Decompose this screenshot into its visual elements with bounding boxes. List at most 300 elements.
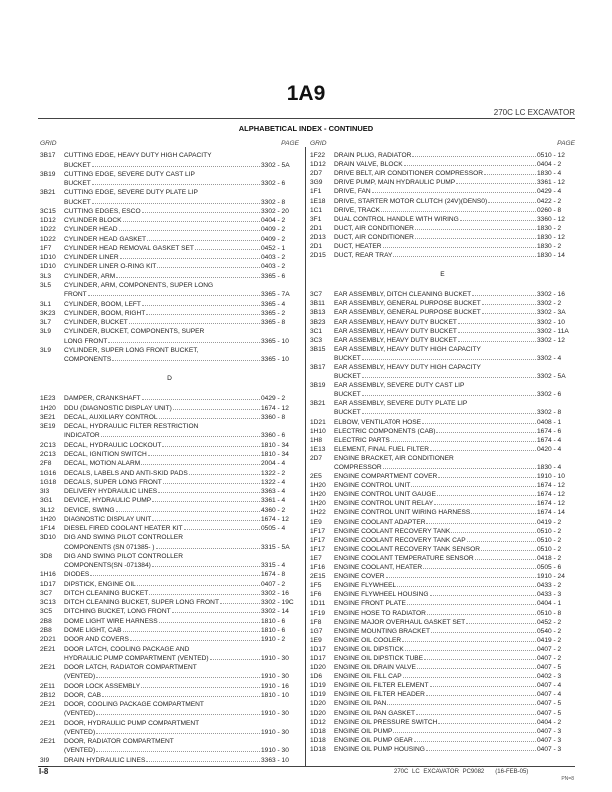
- index-entry: [310, 617, 575, 626]
- index-entry: [310, 426, 575, 435]
- index-entry: [310, 289, 575, 298]
- dot-leader: [431, 632, 536, 633]
- page-ref: 0433 - 3: [537, 591, 562, 599]
- grid-ref: 2D1: [310, 243, 323, 251]
- index-entry: [310, 398, 575, 416]
- dot-leader: [415, 229, 536, 230]
- entry-description: CUTTING EDGE, HEAVY DUTY HIGH CAPACITY: [64, 152, 212, 160]
- entry-description: DOOR, RADIATOR COMPARTMENT: [64, 738, 174, 746]
- dot-leader: [416, 714, 536, 715]
- dot-leader: [137, 585, 260, 586]
- grid-ref: 1H20: [40, 404, 56, 412]
- grid-ref: 2D21: [40, 636, 56, 644]
- dot-leader: [116, 277, 260, 278]
- index-entry-line: [310, 507, 575, 516]
- index-entry: [40, 736, 299, 755]
- page-ref: 1910 - 2: [261, 636, 286, 644]
- page-ref: 0505 - 4: [261, 525, 286, 533]
- index-entry-line: [310, 607, 575, 616]
- grid-ref: 3G1: [40, 497, 53, 505]
- index-entry: [40, 504, 299, 513]
- grid-ref: 1F17: [310, 536, 326, 544]
- dot-leader: [112, 360, 260, 361]
- index-entry-line: [310, 362, 575, 371]
- entry-description: ENGINE CONTROL UNIT: [334, 482, 411, 490]
- page-ref: 0452 - 2: [537, 618, 562, 626]
- index-entry-line: [310, 250, 575, 259]
- dot-leader: [96, 733, 260, 734]
- entry-description-continued: FRONT: [64, 291, 87, 299]
- dot-leader: [148, 455, 260, 456]
- index-entry-line: [40, 745, 299, 754]
- dot-leader: [458, 332, 536, 333]
- page-ref: 0510 - 12: [537, 152, 565, 160]
- index-entry-line: [310, 398, 575, 407]
- grid-ref: 3L1: [40, 300, 52, 308]
- grid-ref: 1H8: [310, 436, 323, 444]
- index-entry: [310, 580, 575, 589]
- page-ref: 3302 - 10: [537, 318, 565, 326]
- grid-ref: 1E13: [310, 445, 326, 453]
- entry-description: CYLINDER HEAD GASKET: [64, 235, 147, 243]
- dot-leader: [404, 165, 536, 166]
- page-ref: 1674 - 14: [537, 509, 565, 517]
- dot-leader: [146, 761, 260, 762]
- entry-description-continued: (VENTED): [64, 728, 96, 736]
- entry-description: EAR ASSEMBLY, SEVERE DUTY PLATE LIP: [334, 400, 468, 408]
- page-ref: 3302 - 14: [261, 608, 289, 616]
- entry-description: DOOR LATCH, COOLING PACKAGE AND: [64, 645, 190, 653]
- index-entry: [310, 562, 575, 571]
- page-ref: 0407 - 5: [537, 709, 562, 717]
- machine-name: 270C LC EXCAVATOR: [493, 108, 575, 117]
- grid-ref: 1D17: [310, 654, 326, 662]
- entry-description: DRIVE, TRACK: [334, 206, 381, 214]
- entry-description: DITCHING BUCKET, LONG FRONT: [64, 608, 171, 616]
- entry-description: ENGINE CONTROL UNIT RELAY: [334, 500, 434, 508]
- page-number: I-8: [39, 767, 49, 776]
- index-entry-line: [40, 662, 299, 671]
- index-entry-line: [310, 150, 575, 159]
- page-ref: 3302 - 6: [261, 180, 286, 188]
- index-entry: [310, 453, 575, 471]
- entry-description: DECAL, IGNITION SWITCH: [64, 450, 147, 458]
- entry-description-continued: HYDRAULIC PUMP COMPARTMENT (VENTED): [64, 654, 209, 662]
- grid-ref: 3C13: [40, 599, 56, 607]
- index-entry-line: [40, 486, 299, 495]
- dot-leader: [381, 211, 536, 212]
- index-entry: [310, 195, 575, 204]
- index-entry: [310, 535, 575, 544]
- index-entry-line: [310, 205, 575, 214]
- entry-description: DUCT, REAR TRAY: [334, 252, 393, 260]
- page-ref: 1810 - 10: [261, 691, 289, 699]
- index-entry-line: [310, 371, 575, 380]
- dot-leader: [434, 504, 536, 505]
- page-ref: 3363 - 4: [261, 488, 286, 496]
- entry-description: ENGINE COOLANT ADAPTER: [334, 518, 426, 526]
- page-ref: 0510 - 2: [537, 527, 562, 535]
- page-ref: 0407 - 4: [537, 682, 562, 690]
- index-entry: [310, 626, 575, 635]
- entry-description: DRIVE, STARTER MOTOR CLUTCH (24V)(DENS0): [334, 197, 488, 205]
- entry-description: DIG AND SWING PILOT CONTROLLER: [64, 534, 183, 542]
- entry-description: DRIVE, FAN: [334, 188, 371, 196]
- dot-leader: [173, 409, 260, 410]
- grid-ref: 3C15: [40, 207, 56, 215]
- entry-description: DUCT, AIR CONDITIONER: [334, 224, 414, 232]
- index-entry: [310, 553, 575, 562]
- index-entry-line: [310, 223, 575, 232]
- index-entry-line: [40, 412, 299, 421]
- dot-leader: [362, 377, 536, 378]
- page-ref: 3365 - 7A: [261, 291, 290, 299]
- entry-description: CUTTING EDGE, SEVERE DUTY PLATE LIP: [64, 189, 198, 197]
- entry-description: ENGINE MOUNTING BRACKET: [334, 627, 430, 635]
- index-entry: [40, 467, 299, 476]
- footer-info: [394, 769, 528, 775]
- index-entry: [310, 744, 575, 753]
- page-ref: 0260 - 8: [537, 206, 562, 214]
- index-entry: [310, 307, 575, 316]
- index-entry-line: [40, 308, 299, 317]
- index-entry-line: [40, 541, 299, 550]
- page-ref: 3365 - 10: [261, 356, 289, 364]
- page-ref: 3360 - 6: [261, 432, 286, 440]
- grid-ref: 1F6: [310, 591, 322, 599]
- index-entry-line: [40, 560, 299, 569]
- index-entry-line: [310, 671, 575, 680]
- index-entry-line: [40, 551, 299, 560]
- page-ref: 1830 - 2: [537, 224, 562, 232]
- dot-leader: [467, 541, 536, 542]
- grid-ref: 1D17: [310, 645, 326, 653]
- grid-ref: 1C1: [310, 206, 323, 214]
- entry-description: EAR ASSEMBLY, GENERAL PURPOSE BUCKET: [334, 300, 481, 308]
- index-column-left: [40, 140, 299, 764]
- grid-ref: 3F1: [310, 215, 322, 223]
- entry-description: ENGINE CONTROL UNIT GAUGE: [334, 491, 436, 499]
- entry-description: ENGINE COOLANT RECOVERY TANK: [334, 527, 451, 535]
- index-entry: [40, 690, 299, 699]
- entry-description-continued: (VENTED): [64, 747, 96, 755]
- index-entry-line: [310, 498, 575, 507]
- dot-leader: [415, 238, 536, 239]
- index-entry: [310, 507, 575, 516]
- entry-description-continued: COMPONENTS: [64, 356, 112, 364]
- index-entry: [310, 223, 575, 232]
- index-entry: [40, 523, 299, 532]
- index-entry-line: [310, 407, 575, 416]
- page-ref: 1830 - 2: [537, 243, 562, 251]
- dot-leader: [159, 418, 260, 419]
- dot-leader: [403, 677, 536, 678]
- page-ref: 1830 - 4: [537, 170, 562, 178]
- grid-ref: 1D6: [310, 673, 323, 681]
- page-ref: 1322 - 4: [261, 478, 286, 486]
- entry-description: CYLINDER LINER O-RING KIT: [64, 263, 157, 271]
- grid-ref: 1H10: [310, 427, 326, 435]
- index-entry: [40, 280, 299, 299]
- entry-description: EAR ASSEMBLY, GENERAL PURPOSE BUCKET: [334, 309, 481, 317]
- grid-ref: 3B15: [310, 345, 326, 353]
- dot-leader: [437, 495, 536, 496]
- entry-description-continued: BUCKET: [334, 373, 361, 381]
- grid-ref: 1F22: [310, 152, 326, 160]
- index-entry-line: [40, 289, 299, 298]
- index-entry-line: [40, 261, 299, 270]
- dot-leader: [102, 696, 260, 697]
- index-entry-line: [310, 389, 575, 398]
- dot-leader: [417, 668, 536, 669]
- dot-leader: [210, 659, 260, 660]
- grid-ref: 2D7: [310, 170, 323, 178]
- index-entry: [40, 615, 299, 624]
- index-entry-line: [310, 444, 575, 453]
- grid-label: GRID: [40, 140, 57, 147]
- page-ref: 1830 - 14: [537, 252, 565, 260]
- page-ref: 3302 - 3A: [537, 309, 566, 317]
- grid-ref: 2E5: [310, 473, 322, 481]
- index-entry-line: [40, 615, 299, 624]
- page-ref: 0407 - 5: [537, 700, 562, 708]
- index-entry-line: [310, 680, 575, 689]
- footer-rule: [38, 766, 575, 767]
- index-entry-line: [310, 471, 575, 480]
- page-ref: 0407 - 5: [537, 664, 562, 672]
- index-entry-line: [40, 727, 299, 736]
- dot-leader: [156, 548, 260, 549]
- entry-description: ENGINE CONTROL UNIT WIRING HARNESS: [334, 509, 471, 517]
- index-entry-line: [310, 598, 575, 607]
- grid-ref: 1D10: [40, 263, 56, 271]
- page-ref: 0433 - 2: [537, 582, 562, 590]
- index-entry-line: [40, 634, 299, 643]
- entry-description: DRAIN VALVE, BLOCK: [334, 161, 403, 169]
- grid-ref: 3L9: [40, 346, 52, 354]
- entry-description: DDU (DIAGNOSTIC DISPLAY UNIT): [64, 404, 172, 412]
- page-ref: 0505 - 6: [537, 564, 562, 572]
- index-entry: [310, 526, 575, 535]
- index-entry-line: [310, 480, 575, 489]
- index-entry-line: [40, 317, 299, 326]
- index-entry-line: [40, 606, 299, 615]
- index-entry: [40, 477, 299, 486]
- dot-leader: [423, 568, 536, 569]
- index-entry-line: [40, 754, 299, 763]
- index-entry: [310, 232, 575, 241]
- grid-ref: 1D22: [40, 235, 56, 243]
- entry-description: ENGINE OIL PUMP: [334, 727, 393, 735]
- index-entry-line: [40, 523, 299, 532]
- dot-leader: [92, 184, 260, 185]
- entry-description: DOME LIGHT, CAB: [64, 627, 122, 635]
- grid-ref: 1D12: [40, 217, 56, 225]
- index-entry-line: [40, 345, 299, 354]
- grid-ref: 1E7: [310, 554, 322, 562]
- page-ref: 3365 - 2: [261, 309, 286, 317]
- index-entry: [40, 233, 299, 242]
- header-rule: [38, 118, 575, 119]
- index-entry: [40, 187, 299, 206]
- index-entry-line: [40, 354, 299, 363]
- index-entry-line: [40, 439, 299, 448]
- entry-description: ENGINE COOLANT RECOVERY TANK SENSOR: [334, 545, 480, 553]
- page-label: PAGE: [281, 140, 299, 147]
- page-ref: 0419 - 2: [537, 636, 562, 644]
- index-entry-line: [40, 671, 299, 680]
- page-ref: 1674 - 4: [537, 436, 562, 444]
- page-ref: 0540 - 2: [537, 627, 562, 635]
- dot-leader: [387, 704, 536, 705]
- footer-doc: 270C LC EXCAVATOR PC9082: [394, 769, 485, 775]
- index-entry: [310, 444, 575, 453]
- index-entry: [40, 393, 299, 402]
- page-ref: 3302 - 11A: [537, 327, 569, 335]
- grid-ref: 1D12: [310, 161, 326, 169]
- page-ref: 3361 - 4: [261, 497, 286, 505]
- entry-description: DECAL, AUXILIARY CONTROL: [64, 413, 158, 421]
- index-entry: [310, 214, 575, 223]
- footer-pn: PN=8: [561, 776, 574, 782]
- page-ref: 0420 - 4: [537, 445, 562, 453]
- index-entry: [310, 680, 575, 689]
- index-entry: [40, 298, 299, 307]
- index-entry: [40, 551, 299, 570]
- dot-leader: [391, 441, 536, 442]
- entry-description: DEVICE, SWING: [64, 506, 115, 514]
- dot-leader: [405, 650, 536, 651]
- index-entry-line: [310, 186, 575, 195]
- page-ref: 1810 - 34: [261, 450, 289, 458]
- grid-ref: 1D19: [310, 682, 326, 690]
- dot-leader: [438, 723, 536, 724]
- index-entry-line: [310, 717, 575, 726]
- page-ref: 1910 - 24: [537, 573, 565, 581]
- dot-leader: [142, 305, 260, 306]
- index-entry-line: [310, 544, 575, 553]
- index-entry-line: [310, 735, 575, 744]
- index-entry: [310, 653, 575, 662]
- index-entry-line: [310, 195, 575, 204]
- grid-ref: 1H20: [310, 482, 326, 490]
- page-ref: 0407 - 2: [537, 645, 562, 653]
- index-entry: [310, 316, 575, 325]
- grid-ref: 3B19: [310, 382, 326, 390]
- page-ref: 3302 - 20: [261, 207, 289, 215]
- dot-leader: [484, 174, 536, 175]
- page-ref: 1674 - 12: [537, 491, 565, 499]
- dot-leader: [482, 304, 536, 305]
- grid-ref: 2E21: [40, 645, 56, 653]
- dot-leader: [407, 604, 536, 605]
- grid-ref: 1F8: [310, 618, 322, 626]
- index-entry-line: [310, 462, 575, 471]
- grid-ref: 3G9: [310, 179, 323, 187]
- entry-description: ENGINE BRACKET, AIR CONDITIONER: [334, 454, 454, 462]
- entry-description: CYLINDER BLOCK: [64, 217, 122, 225]
- entry-description: ENGINE COMPARTMENT COVER: [334, 473, 438, 481]
- index-entry: [40, 215, 299, 224]
- entry-description: DIODES: [64, 571, 90, 579]
- index-entry: [310, 544, 575, 553]
- entry-description: ENGINE OIL DRAIN VALVE: [334, 664, 416, 672]
- index-entry-line: [310, 289, 575, 298]
- entry-description: DECAL, MOTION ALARM: [64, 460, 141, 468]
- grid-ref: 1F7: [40, 244, 52, 252]
- dot-leader: [92, 203, 260, 204]
- page-ref: 3302 - 8: [537, 409, 562, 417]
- dot-leader: [383, 468, 536, 469]
- dot-leader: [101, 436, 260, 437]
- index-entry-line: [40, 252, 299, 261]
- index-entry: [310, 435, 575, 444]
- index-entry-line: [310, 589, 575, 598]
- index-entry: [310, 168, 575, 177]
- grid-ref: 1H22: [310, 509, 326, 517]
- index-entry: [40, 495, 299, 504]
- index-entry-line: [40, 504, 299, 513]
- index-entry-line: [40, 736, 299, 745]
- page-ref: 3302 - 6: [537, 391, 562, 399]
- dot-leader: [163, 483, 260, 484]
- entry-description: ENGINE FRONT PLATE: [334, 600, 406, 608]
- grid-ref: 2E21: [40, 738, 56, 746]
- index-entry: [40, 643, 299, 662]
- grid-ref: 1F16: [310, 564, 326, 572]
- entry-description: ENGINE COVER: [334, 573, 385, 581]
- column-divider: [305, 147, 306, 766]
- index-entry: [310, 241, 575, 250]
- page-ref: 3361 - 12: [537, 179, 565, 187]
- index-entry-line: [310, 744, 575, 753]
- index-entry-line: [310, 426, 575, 435]
- grid-ref: 1E9: [310, 518, 322, 526]
- entry-description: DIPSTICK, ENGINE OIL: [64, 580, 136, 588]
- page-ref: 0422 - 2: [537, 197, 562, 205]
- page-ref: 3302 - 16: [261, 589, 289, 597]
- entry-description: DRIVE PUMP, MAIN HYDRAULIC PUMP: [334, 179, 456, 187]
- index-entry-line: [310, 635, 575, 644]
- index-entry: [40, 243, 299, 252]
- grid-ref: 1D20: [310, 664, 326, 672]
- entry-description: CYLINDER, BUCKET, COMPONENTS, SUPER: [64, 328, 205, 336]
- index-entry: [40, 634, 299, 643]
- index-entry: [40, 680, 299, 689]
- page-ref: 1910 - 30: [261, 747, 289, 755]
- index-entry: [40, 588, 299, 597]
- page-ref: 1810 - 6: [261, 617, 286, 625]
- dot-leader: [90, 575, 260, 576]
- dot-leader: [88, 295, 260, 296]
- index-entry: [310, 159, 575, 168]
- entry-description: DEVICE, HYDRAULIC PUMP: [64, 497, 152, 505]
- index-entry-line: [310, 241, 575, 250]
- index-entry-line: [40, 233, 299, 242]
- page-ref: 0407 - 3: [537, 736, 562, 744]
- index-entry: [310, 250, 575, 259]
- page-ref: 3302 - 16: [537, 291, 565, 299]
- page-ref: 1674 - 8: [261, 571, 286, 579]
- page-ref: 0407 - 4: [537, 691, 562, 699]
- index-entry: [310, 516, 575, 525]
- grid-ref: 1D17: [40, 580, 56, 588]
- index-entry: [40, 402, 299, 411]
- entry-description: ELBOW, VENTILAT0R HOSE: [334, 418, 422, 426]
- entry-description: DOOR, HYDRAULIC PUMP COMPARTMENT: [64, 719, 200, 727]
- index-entry-line: [310, 168, 575, 177]
- index-entry-line: [310, 307, 575, 316]
